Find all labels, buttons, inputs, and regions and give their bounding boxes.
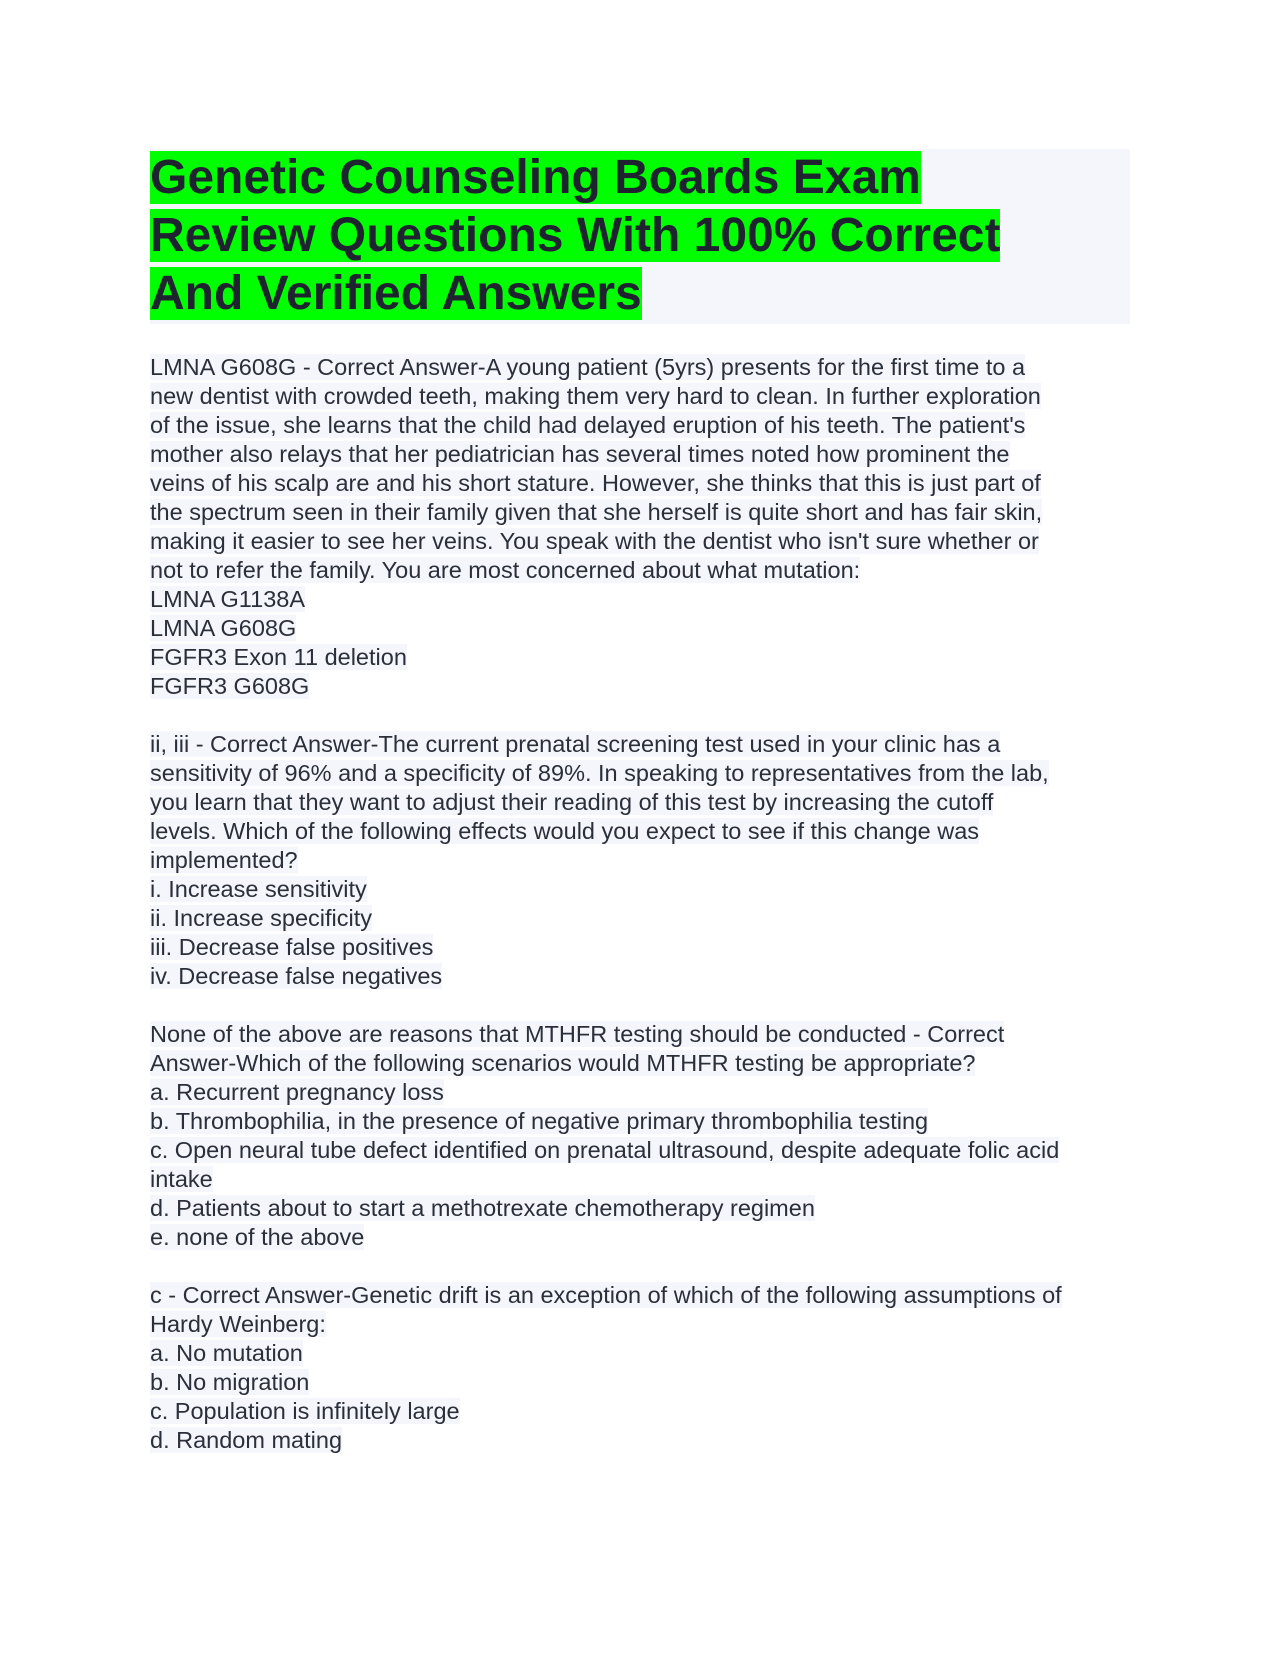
answer-option: a. Recurrent pregnancy loss <box>150 1079 444 1105</box>
text-line: implemented? <box>150 847 298 873</box>
text-line: new dentist with crowded teeth, making them very hard to clean. In further exploration <box>150 383 1041 409</box>
text-line: mother also relays that her pediatrician has several times noted how prominent the <box>150 441 1010 467</box>
question-block <box>150 353 1140 701</box>
answer-option: i. Increase sensitivity <box>150 876 367 902</box>
answer-option: c. Open neural tube defect identified on prenatal ultrasound, despite adequate folic acid <box>150 1137 1060 1163</box>
text-line: you learn that they want to adjust their reading of this test by increasing the cutoff <box>150 789 994 815</box>
answer-option: e. none of the above <box>150 1224 365 1250</box>
answer-option: LMNA G1138A <box>150 586 306 612</box>
text-line: None of the above are reasons that MTHFR testing should be conducted - Correct <box>150 1021 1005 1047</box>
answer-option: d. Random mating <box>150 1427 343 1453</box>
text-line: of the issue, she learns that the child had delayed eruption of his teeth. The patient's <box>150 412 1026 438</box>
answer-option: iii. Decrease false positives <box>150 934 434 960</box>
answer-option: b. Thrombophilia, in the presence of negative primary thrombophilia testing <box>150 1108 929 1134</box>
answer-option: a. No mutation <box>150 1340 303 1366</box>
text-line: c - Correct Answer-Genetic drift is an exception of which of the following assumptions of <box>150 1282 1062 1308</box>
text-line: the spectrum seen in their family given that she herself is quite short and has fair skin, <box>150 499 1043 525</box>
text-line: not to refer the family. You are most concerned about what mutation: <box>150 557 861 583</box>
text-line: ii, iii - Correct Answer-The current prenatal screening test used in your clinic has a <box>150 731 1001 757</box>
answer-option: iv. Decrease false negatives <box>150 963 443 989</box>
answer-option: LMNA G608G <box>150 615 297 641</box>
answer-option: ii. Increase specificity <box>150 905 373 931</box>
text-line: Answer-Which of the following scenarios would MTHFR testing be appropriate? <box>150 1050 976 1076</box>
text-line: sensitivity of 96% and a specificity of 89%. In speaking to representatives from the lab, <box>150 760 1049 786</box>
question-block <box>150 730 1140 991</box>
text-line: levels. Which of the following effects would you expect to see if this change was <box>150 818 980 844</box>
answer-option: d. Patients about to start a methotrexate chemotherapy regimen <box>150 1195 815 1221</box>
question-block <box>150 1020 1140 1252</box>
answer-option: FGFR3 Exon 11 deletion <box>150 644 407 670</box>
question-block <box>150 1281 1140 1455</box>
answer-option: intake <box>150 1166 213 1192</box>
title-line: Genetic Counseling Boards Exam <box>150 151 921 204</box>
text-line: LMNA G608G - Correct Answer-A young patient (5yrs) presents for the first time to a <box>150 354 1026 380</box>
title-line: And Verified Answers <box>150 267 642 320</box>
title-line: Review Questions With 100% Correct <box>150 209 1001 262</box>
text-line: Hardy Weinberg: <box>150 1311 326 1337</box>
answer-option: FGFR3 G608G <box>150 673 310 699</box>
title-block <box>150 149 1130 324</box>
text-line: veins of his scalp are and his short stature. However, she thinks that this is just part of <box>150 470 1041 496</box>
question-list <box>150 353 1140 1484</box>
text-line: making it easier to see her veins. You speak with the dentist who isn't sure whether or <box>150 528 1039 554</box>
document-title <box>150 149 1130 323</box>
answer-option: b. No migration <box>150 1369 310 1395</box>
answer-option: c. Population is infinitely large <box>150 1398 460 1424</box>
